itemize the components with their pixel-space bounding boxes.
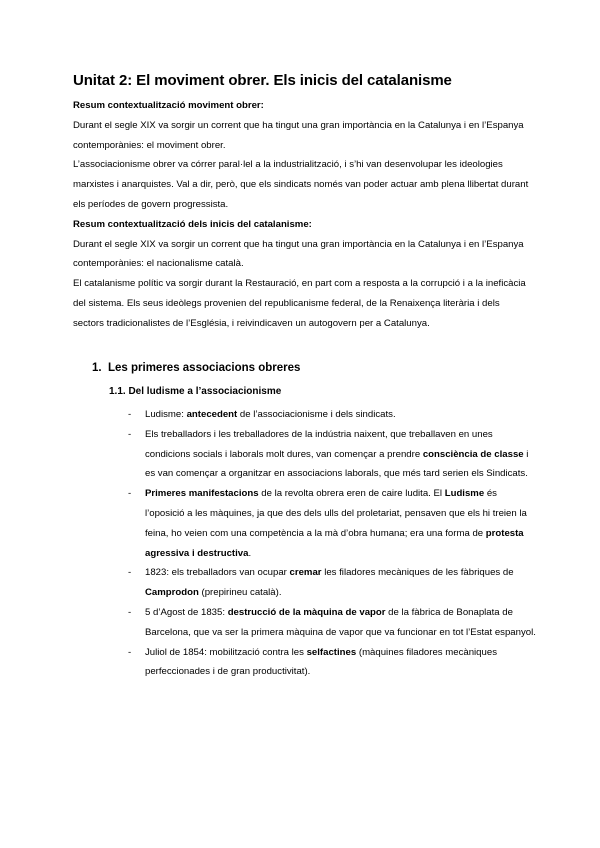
item-bold-text: Ludisme bbox=[444, 488, 485, 500]
list-dash: - bbox=[128, 646, 132, 658]
resum-obrer-paragraph-1: Durant el segle XIX va sorgir un corrent que ha tingut una gran importància en la Catalunya i en l’Espanya contemporànies: el moviment obrer. bbox=[73, 119, 524, 151]
item-text: les filadores mecàniques de les fàbriques de bbox=[321, 567, 514, 579]
section-title: Les primeres associacions obreres bbox=[108, 362, 301, 374]
item-bold-text: antecedent bbox=[186, 409, 238, 420]
resum-moviment-obrer bbox=[73, 96, 533, 334]
list-item bbox=[128, 603, 538, 643]
item-text: 5 d’Agost de 1835: bbox=[145, 606, 228, 618]
section-number: 1. bbox=[92, 362, 102, 374]
item-bold-text: protesta agressiva i destructiva bbox=[145, 527, 524, 559]
list-item bbox=[128, 643, 538, 683]
resum-obrer-paragraph-2: L’associacionisme obrer va córrer paral·lel a la industrialització, i s’hi van desenvolupar les ideologies marxistes i anarquistes. Val a dir, però, que els sindicats només van poder actuar amb plena llibertat durant els períodes de govern progressista. bbox=[73, 159, 529, 210]
list-dash: - bbox=[128, 567, 132, 579]
list-dash: - bbox=[128, 428, 132, 440]
list-item bbox=[128, 425, 538, 484]
item-text: Els treballadors i les treballadores de la indústria naixent, que treballaven en unes condicions socials i laborals molt dures, van començar a prendre bbox=[145, 428, 493, 460]
list-item bbox=[128, 563, 538, 603]
item-text: Juliol de 1854: mobilització contra les bbox=[145, 646, 307, 658]
item-text: de la fàbrica de Bonaplata de Barcelona, que va ser la primera màquina de vapor que va funcionar en tot l’Estat espanyol. bbox=[145, 606, 536, 638]
item-text: . bbox=[248, 547, 252, 559]
item-bold-text: selfactines bbox=[306, 646, 357, 658]
item-text: Ludisme: bbox=[145, 409, 187, 420]
resum-catalanisme-paragraph-1: Durant el segle XIX va sorgir un corrent que ha tingut una gran importància en la Catalunya i en l’Espanya contemporànies: el nacionalisme català. bbox=[73, 238, 524, 270]
resum-obrer-heading: Resum contextualització moviment obrer: bbox=[73, 100, 264, 111]
bullet-list bbox=[128, 405, 538, 682]
resum-catalanisme-paragraph-2: El catalanisme polític va sorgir durant la Restauració, en part com a resposta a la corrupció i a la ineficàcia del sistema. Els seus ideòlegs provenien del republicanisme federal, de la Renaixença literària i dels sectors tradicionalistes de l’Església, i reivindicaven un autogovern per a Catalunya. bbox=[73, 278, 526, 329]
item-text: de la revolta obrera eren de caire ludita. El bbox=[258, 488, 445, 500]
item-bold-text: Camprodon bbox=[145, 587, 199, 599]
item-text: 1823: els treballadors van ocupar bbox=[145, 567, 290, 579]
subsection-title: 1.1. Del ludisme a l’associacionisme bbox=[109, 386, 282, 397]
item-bold-text: consciència de classe bbox=[422, 448, 524, 460]
list-item bbox=[128, 405, 538, 425]
item-text: de l’associacionisme i dels sindicats. bbox=[237, 409, 396, 420]
item-text: i es van començar a organitzar en associacions laborals, que més tard serien els Sindicats. bbox=[145, 448, 529, 480]
list-item bbox=[128, 484, 538, 563]
list-dash: - bbox=[128, 409, 132, 420]
resum-catalanisme-heading: Resum contextualització dels inicis del catalanisme: bbox=[73, 218, 312, 230]
page-title: Unitat 2: El moviment obrer. Els inicis del catalanisme bbox=[73, 72, 452, 89]
section-heading bbox=[92, 362, 300, 374]
list-dash: - bbox=[128, 488, 132, 500]
item-text: és l’oposició a les màquines, ja que des dels ulls del proletariat, pensaven que els hi treien la feina, ho veien com una competència a la mà d’obra humana; era una forma de bbox=[145, 488, 527, 539]
item-bold-text: Primeres manifestacions bbox=[145, 488, 259, 500]
item-bold-text: cremar bbox=[289, 567, 322, 579]
item-text: (màquines filadores mecàniques perfeccionades i de gran productivitat). bbox=[145, 646, 497, 678]
list-dash: - bbox=[128, 606, 132, 618]
item-bold-text: destrucció de la màquina de vapor bbox=[227, 606, 386, 618]
item-text: (prepirineu català). bbox=[198, 587, 282, 599]
